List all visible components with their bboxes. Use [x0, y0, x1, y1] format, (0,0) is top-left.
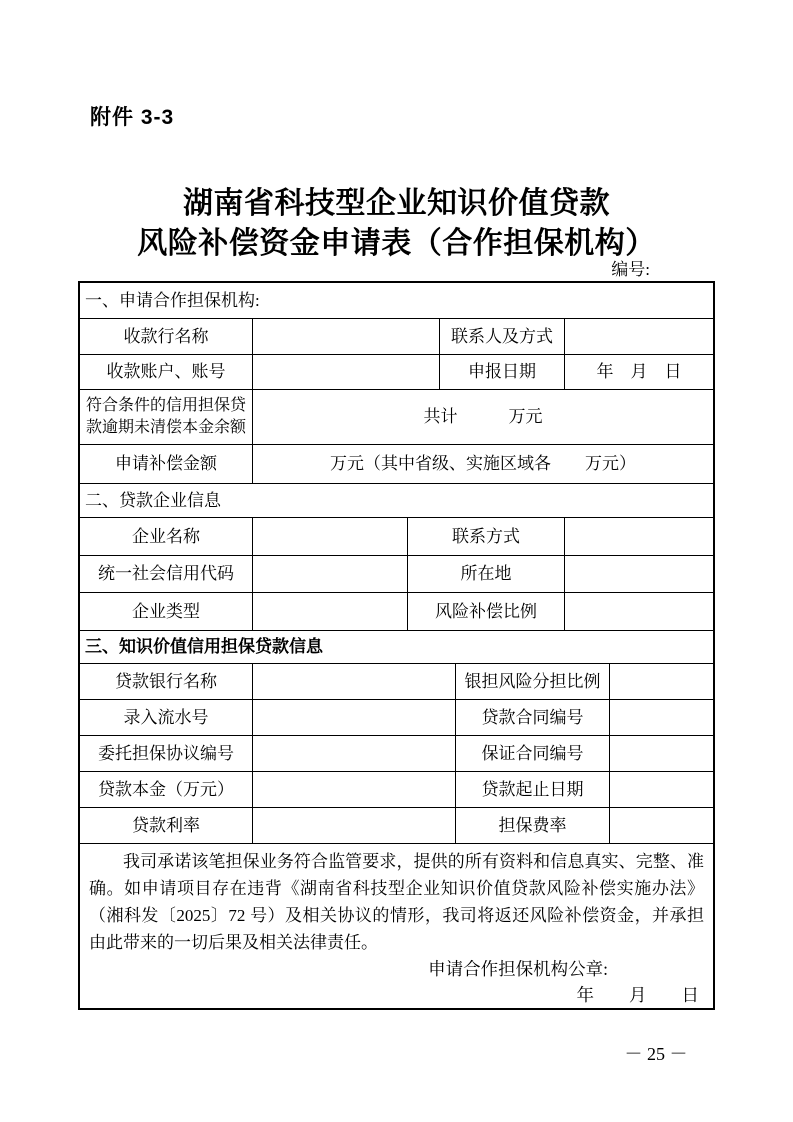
bank-guarantee-risk-share-ratio-field [609, 664, 713, 699]
entrusted-guarantee-agreement-field [252, 736, 455, 771]
overdue-principal-label: 符合条件的信用担保贷款逾期未清偿本金余额 [85, 397, 246, 436]
signature-date-line: 年 月 日 [576, 985, 699, 1005]
loan-start-end-date-field [609, 772, 713, 807]
loan-bank-name-label: 贷款银行名称 [115, 671, 217, 691]
page-number: － 25 － [624, 1044, 688, 1064]
guarantee-contract-number-label: 保证合同编号 [455, 736, 609, 771]
contact-person-label: 联系人及方式 [439, 319, 564, 354]
entrusted-guarantee-agreement-label: 委托担保协议编号 [98, 743, 234, 763]
document-title [0, 184, 793, 264]
contact-person-field [564, 319, 713, 354]
location-label: 所在地 [407, 556, 564, 592]
overdue-principal-total-field: 共计 万元 [252, 390, 713, 444]
credit-code-field [252, 556, 407, 592]
section3-header: 三、知识价值信用担保贷款信息 [85, 637, 323, 657]
loan-principal-field [252, 772, 455, 807]
location-field [564, 556, 713, 592]
payee-account-field [252, 355, 439, 389]
risk-compensation-ratio-field [564, 593, 713, 630]
official-seal-line: 申请合作担保机构公章: [428, 959, 608, 979]
commitment-text: 我司承诺该笔担保业务符合监管要求，提供的所有资料和信息真实、完整、准确。如申请项目存在违背《湖南省科技型企业知识价值贷款风险补偿实施办法》（湘科发〔2025〕72 号）及相关协议的情形，我司将返还风险补偿资金，并承担由此带来的一切后果及相关法律责任。 [89, 852, 704, 952]
form-number-label: 编号: [611, 260, 650, 279]
risk-compensation-ratio-label: 风险补偿比例 [407, 593, 564, 630]
contact-method-field [564, 518, 713, 555]
title-line-1: 湖南省科技型企业知识价值贷款 [183, 187, 610, 220]
enterprise-type-field [252, 593, 407, 630]
attachment-label: 附件 3-3 [90, 106, 175, 129]
credit-code-label: 统一社会信用代码 [98, 564, 234, 584]
title-line-2: 风险补偿资金申请表（合作担保机构） [137, 227, 656, 260]
bank-guarantee-risk-share-ratio-label: 银担风险分担比例 [455, 664, 609, 699]
entry-serial-number-label: 录入流水号 [123, 707, 209, 727]
guarantee-contract-number-field [609, 736, 713, 771]
application-form-table [78, 281, 715, 1010]
application-date-field: 年 月 日 [564, 355, 713, 389]
section1-header: 一、申请合作担保机构: [85, 290, 260, 310]
loan-interest-rate-label: 贷款利率 [132, 815, 200, 835]
enterprise-name-label: 企业名称 [132, 526, 200, 546]
compensation-amount-label: 申请补偿金额 [115, 454, 217, 474]
loan-start-end-date-label: 贷款起止日期 [455, 772, 609, 807]
entry-serial-number-field [252, 700, 455, 735]
loan-contract-number-label: 贷款合同编号 [455, 700, 609, 735]
payee-bank-name-field [252, 319, 439, 354]
compensation-amount-field: 万元（其中省级、实施区域各 万元） [252, 445, 713, 483]
loan-bank-name-field [252, 664, 455, 699]
guarantee-fee-rate-label: 担保费率 [455, 808, 609, 843]
commitment-block [80, 844, 713, 1008]
payee-account-label: 收款账户、账号 [106, 362, 226, 382]
loan-principal-label: 贷款本金（万元） [98, 779, 234, 799]
application-date-label: 申报日期 [439, 355, 564, 389]
guarantee-fee-rate-field [609, 808, 713, 843]
enterprise-name-field [252, 518, 407, 555]
section2-header: 二、贷款企业信息 [85, 490, 221, 510]
loan-contract-number-field [609, 700, 713, 735]
enterprise-type-label: 企业类型 [132, 601, 200, 621]
payee-bank-name-label: 收款行名称 [123, 326, 209, 346]
contact-method-label: 联系方式 [407, 518, 564, 555]
loan-interest-rate-field [252, 808, 455, 843]
